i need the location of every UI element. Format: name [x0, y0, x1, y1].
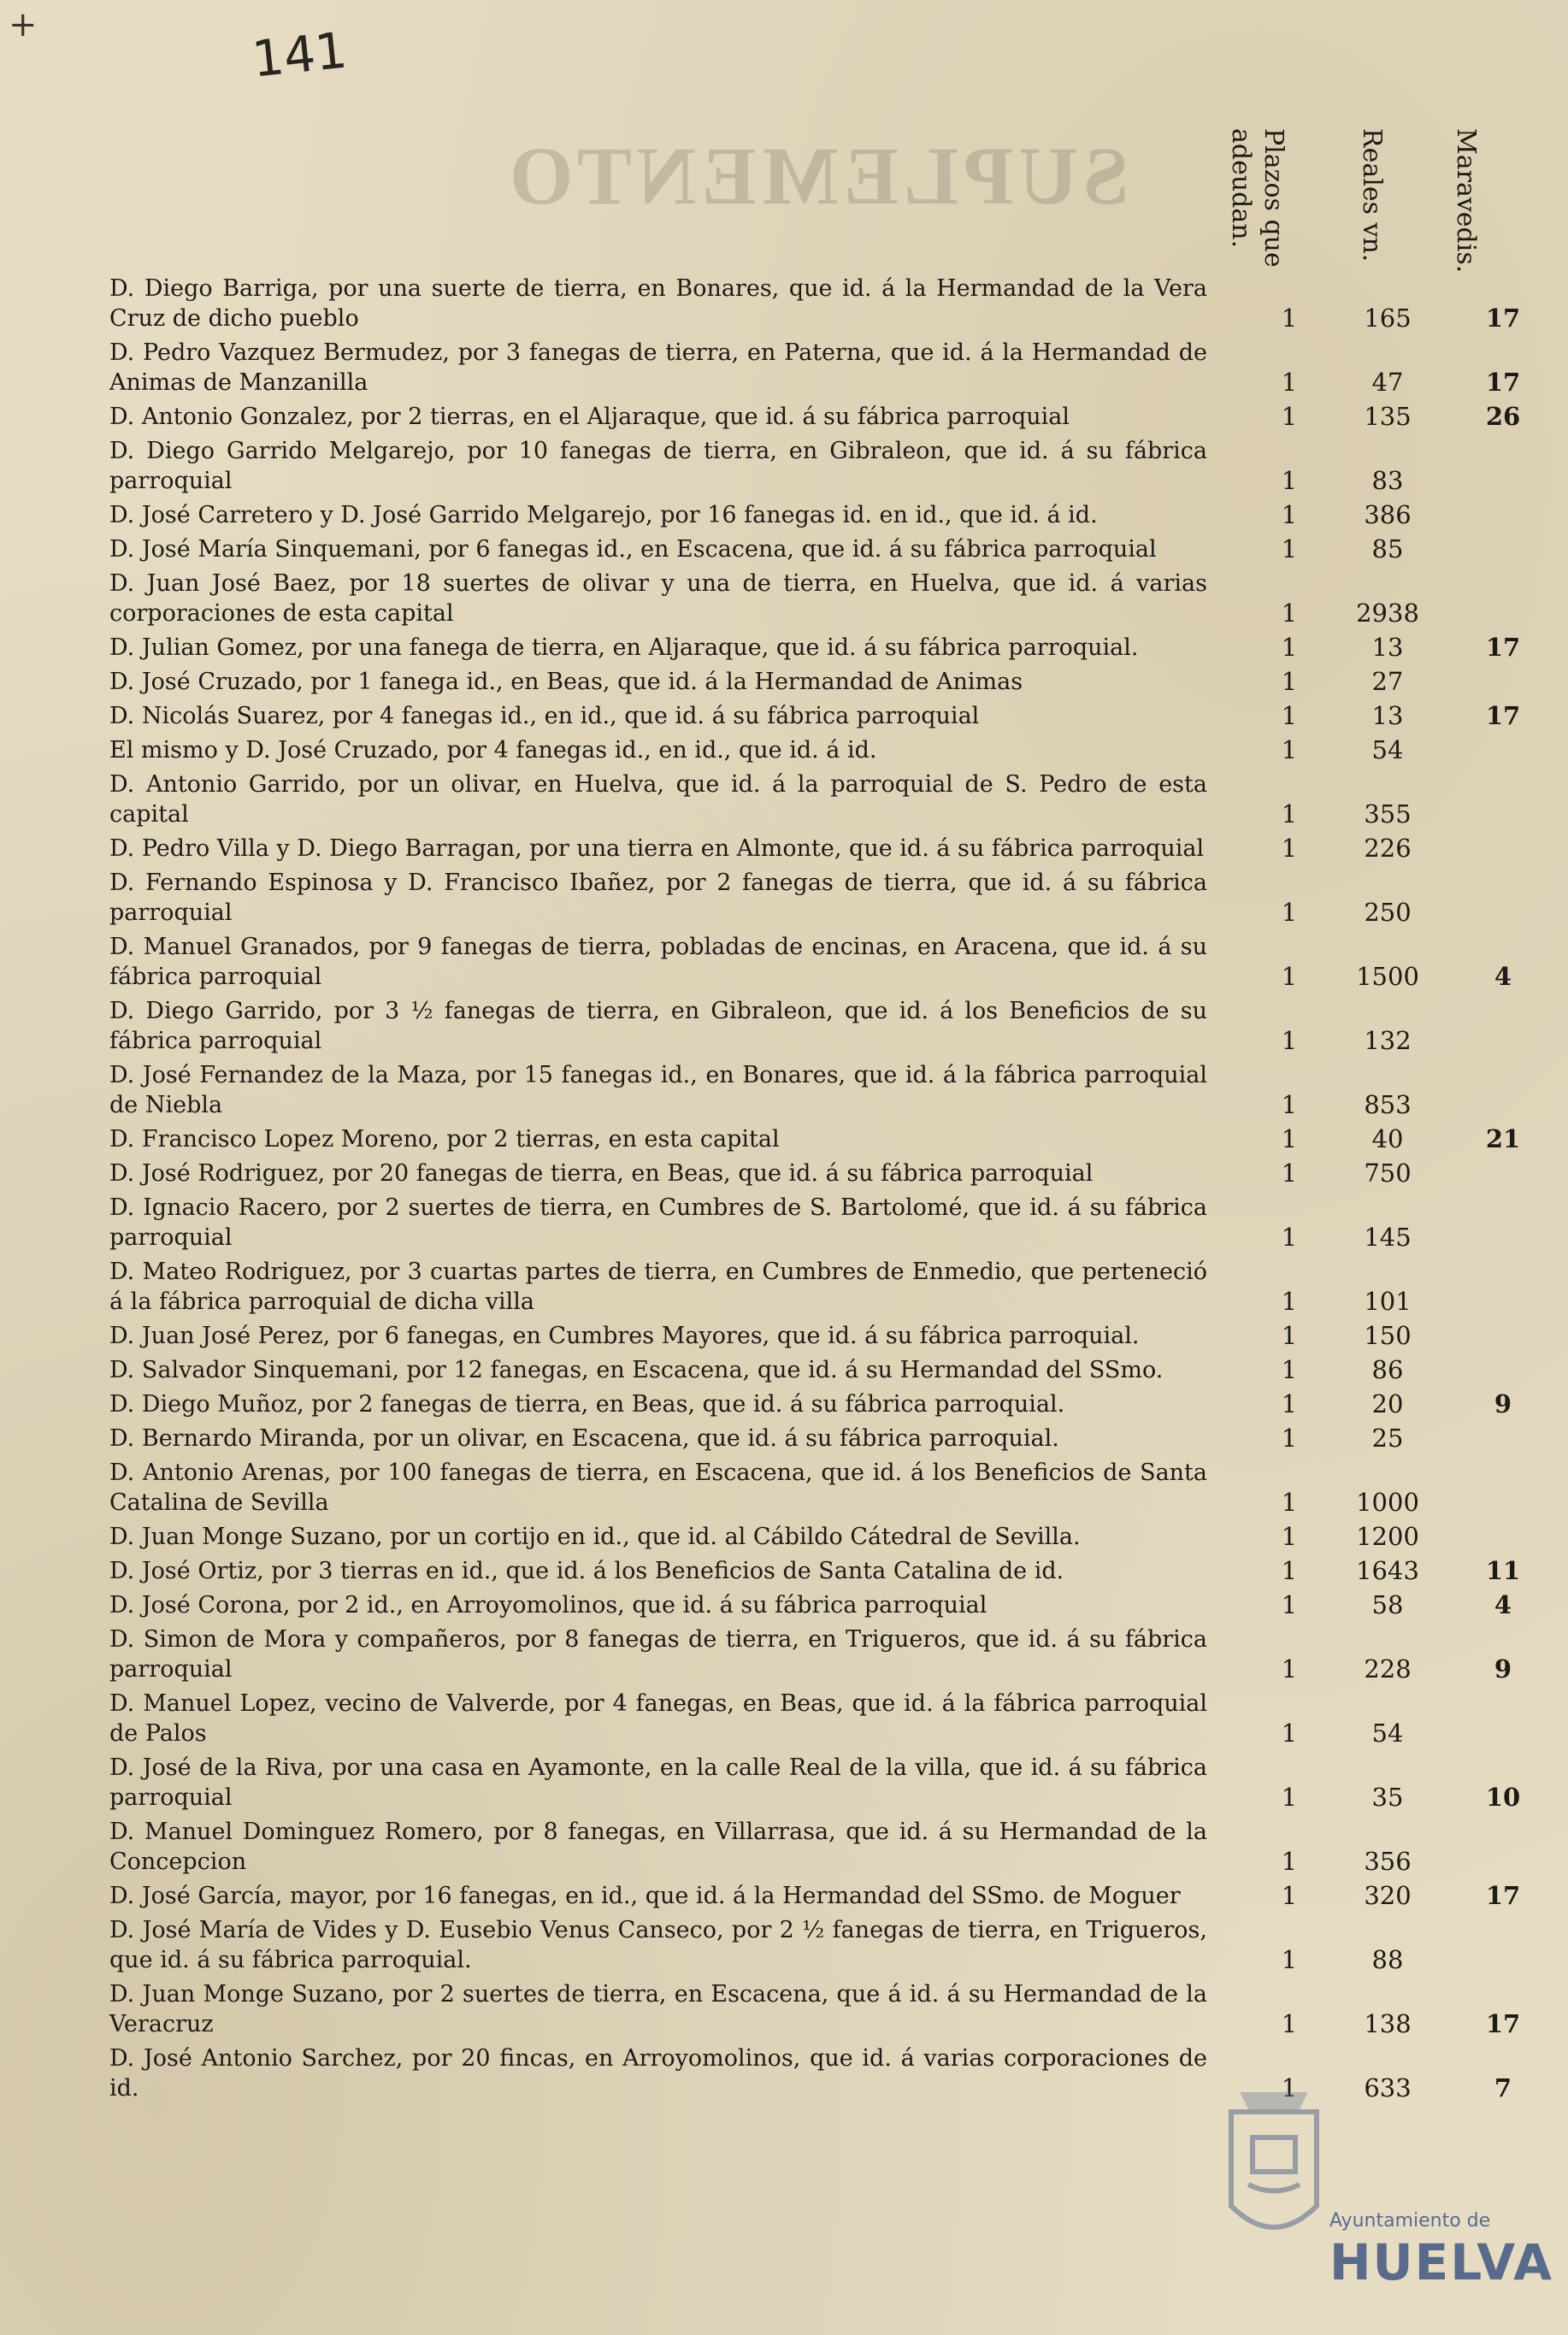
reales-value: 20 — [1371, 1389, 1404, 1418]
entry-description: D. Diego Garrido Melgarejo, por 10 fanegas de tierra, en Gibraleon, que id. á su fábrica parroquial — [109, 438, 1207, 494]
plazos-value: 1 — [1281, 1287, 1298, 1316]
plazos-value: 1 — [1281, 799, 1298, 828]
reales-value: 355 — [1364, 799, 1412, 828]
entry-description: D. Manuel Granados, por 9 fanegas de tierra, pobladas de encinas, en Aracena, que id. á su fábrica parroquial — [109, 934, 1207, 990]
plazos-value: 1 — [1281, 1945, 1298, 1974]
table-row — [109, 1590, 1563, 1620]
reales-value: 150 — [1364, 1321, 1412, 1350]
table-row — [109, 633, 1563, 663]
plazos-value: 1 — [1281, 1488, 1298, 1517]
maravedis-value: 17 — [1485, 1881, 1521, 1910]
entry-description: D. Antonio Garrido, por un olivar, en Huelva, que id. á la parroquial de S. Pedro de esta capital — [109, 771, 1207, 828]
table-row — [109, 1389, 1563, 1419]
table-row — [109, 1624, 1563, 1684]
table-row — [109, 1060, 1563, 1120]
table-row — [109, 735, 1563, 765]
reales-value: 2938 — [1356, 598, 1419, 628]
entry-description: D. Manuel Dominguez Romero, por 8 fanegas, en Villarrasa, que id. á su Hermandad de la Concepcion — [109, 1819, 1207, 1875]
plazos-value: 1 — [1281, 1881, 1298, 1910]
reales-value: 27 — [1371, 667, 1404, 696]
plazos-value: 1 — [1281, 667, 1298, 696]
entry-description: D. José Corona, por 2 id., en Arroyomolinos, que id. á su fábrica parroquial — [109, 1592, 987, 1619]
maravedis-value: 11 — [1485, 1556, 1521, 1585]
plazos-value: 1 — [1281, 735, 1298, 764]
entry-description: D. Juan José Perez, por 6 fanegas, en Cumbres Mayores, que id. á su fábrica parroquial. — [109, 1323, 1140, 1349]
reales-value: 88 — [1371, 1945, 1404, 1974]
plazos-value: 1 — [1281, 1026, 1298, 1055]
table-row — [109, 932, 1563, 992]
entry-description: D. José Fernandez de la Maza, por 15 fanegas id., en Bonares, que id. á la fábrica parroquial de Niebla — [109, 1062, 1207, 1118]
plazos-value: 1 — [1281, 2073, 1298, 2102]
reales-value: 40 — [1371, 1124, 1404, 1153]
table-row — [109, 1689, 1563, 1748]
table-row — [109, 1915, 1563, 1975]
plazos-value: 1 — [1281, 1522, 1298, 1551]
entry-description: D. Juan José Baez, por 18 suertes de olivar y una de tierra, en Huelva, que id. á varias corporaciones de esta capital — [109, 570, 1207, 627]
plazos-value: 1 — [1281, 1321, 1298, 1350]
plazos-value: 1 — [1281, 598, 1298, 628]
maravedis-value: 4 — [1494, 962, 1512, 991]
table-row — [109, 534, 1563, 564]
entry-description: D. José María Sinquemani, por 6 fanegas id., en Escacena, que id. á su fábrica parroquial — [109, 536, 1157, 563]
reales-value: 226 — [1364, 834, 1412, 863]
table-row — [109, 1124, 1563, 1154]
plazos-value: 1 — [1281, 466, 1298, 495]
table-row — [109, 1556, 1563, 1586]
reales-value: 86 — [1371, 1355, 1404, 1384]
reales-value: 83 — [1371, 466, 1404, 495]
table-row — [109, 1193, 1563, 1253]
plazos-value: 1 — [1281, 1783, 1298, 1812]
reales-value: 750 — [1364, 1159, 1412, 1188]
entry-description: D. Diego Garrido, por 3 ½ fanegas de tierra, en Gibraleon, que id. á los Beneficios de su fábrica parroquial — [109, 998, 1207, 1054]
logo-title: HUELVA — [1329, 2233, 1554, 2291]
maravedis-value: 17 — [1485, 2009, 1521, 2038]
maravedis-value: 10 — [1485, 1783, 1521, 1812]
reales-value: 1500 — [1356, 962, 1419, 991]
reales-value: 138 — [1364, 2009, 1412, 2038]
header-maravedis: Maravedis. — [1451, 128, 1481, 274]
entry-description: D. Diego Muñoz, por 2 fanegas de tierra, en Beas, que id. á su fábrica parroquial. — [109, 1391, 1065, 1418]
entry-description: D. Diego Barriga, por una suerte de tierra, en Bonares, que id. á la Hermandad de la Vera Cruz de dicho pueblo — [109, 275, 1207, 332]
entry-description: D. Julian Gomez, por una fanega de tierra, en Aljaraque, que id. á su fábrica parroquial. — [109, 634, 1139, 661]
plazos-value: 1 — [1281, 962, 1298, 991]
entries-list — [109, 274, 1563, 2108]
entry-description: D. José García, mayor, por 16 fanegas, en id., que id. á la Hermandad del SSmo. de Moguer — [109, 1883, 1181, 1909]
plazos-value: 1 — [1281, 2009, 1298, 2038]
entry-description: D. Francisco Lopez Moreno, por 2 tierras, en esta capital — [109, 1126, 780, 1153]
entry-description: D. José de la Riva, por una casa en Ayamonte, en la calle Real de la villa, que id. á su fábrica parroquial — [109, 1754, 1207, 1811]
reales-value: 145 — [1364, 1223, 1412, 1252]
table-row — [109, 1424, 1563, 1453]
corner-mark: + — [9, 5, 38, 44]
logo-caption: Ayuntamiento de — [1329, 2210, 1491, 2232]
table-row — [109, 436, 1563, 496]
entry-description: D. José Ortiz, por 3 tierras en id., que id. á los Beneficios de Santa Catalina de id. — [109, 1558, 1064, 1584]
reales-value: 135 — [1364, 402, 1412, 431]
entry-description: D. Mateo Rodriguez, por 3 cuartas partes de tierra, en Cumbres de Enmedio, que perteneció á la fábrica parroquial de dicha villa — [109, 1259, 1207, 1315]
plazos-value: 1 — [1281, 304, 1298, 333]
plazos-value: 1 — [1281, 1159, 1298, 1188]
entry-description: D. José Cruzado, por 1 fanega id., en Beas, que id. á la Hermandad de Animas — [109, 669, 1023, 695]
plazos-value: 1 — [1281, 898, 1298, 927]
maravedis-value: 17 — [1485, 304, 1521, 333]
table-row — [109, 569, 1563, 628]
table-row — [109, 769, 1563, 829]
reales-value: 1200 — [1356, 1522, 1419, 1551]
plazos-value: 1 — [1281, 368, 1298, 397]
reales-value: 320 — [1364, 1881, 1412, 1910]
reales-value: 25 — [1371, 1424, 1404, 1453]
reales-value: 386 — [1364, 500, 1412, 529]
table-row — [109, 1979, 1563, 2039]
reales-value: 58 — [1371, 1590, 1404, 1619]
entry-description: D. José Rodriguez, por 20 fanegas de tierra, en Beas, que id. á su fábrica parroquial — [109, 1160, 1093, 1187]
reales-value: 1000 — [1356, 1488, 1419, 1517]
plazos-value: 1 — [1281, 534, 1298, 563]
plazos-value: 1 — [1281, 1590, 1298, 1619]
maravedis-value: 17 — [1485, 368, 1521, 397]
plazos-value: 1 — [1281, 1223, 1298, 1252]
plazos-value: 1 — [1281, 834, 1298, 863]
table-row — [109, 1355, 1563, 1385]
reales-value: 47 — [1371, 368, 1404, 397]
maravedis-value: 9 — [1494, 1654, 1512, 1683]
plazos-value: 1 — [1281, 500, 1298, 529]
entry-description: D. Ignacio Racero, por 2 suertes de tierra, en Cumbres de S. Bartolomé, que id. á su fábrica parroquial — [109, 1194, 1207, 1251]
entry-description: D. Pedro Villa y D. Diego Barragan, por una tierra en Almonte, que id. á su fábrica parroquial — [109, 835, 1205, 862]
table-row — [109, 338, 1563, 398]
entry-description: D. Manuel Lopez, vecino de Valverde, por 4 fanegas, en Beas, que id. á la fábrica parroquial de Palos — [109, 1690, 1207, 1747]
entry-description: D. Salvador Sinquemani, por 12 fanegas, en Escacena, que id. á su Hermandad del SSmo. — [109, 1357, 1164, 1383]
bleed-through-heading: SUPLEMENTO — [504, 130, 1129, 221]
entry-description: D. Pedro Vazquez Bermudez, por 3 fanegas de tierra, en Paterna, que id. á la Hermandad de Animas de Manzanilla — [109, 339, 1207, 396]
entry-description: D. José Antonio Sarchez, por 20 fincas, en Arroyomolinos, que id. á varias corporaciones de id. — [109, 2045, 1207, 2102]
plazos-value: 1 — [1281, 1424, 1298, 1453]
maravedis-value: 17 — [1485, 633, 1521, 662]
entry-description: D. Juan Monge Suzano, por 2 suertes de tierra, en Escacena, que á id. á su Hermandad de la Veracruz — [109, 1981, 1207, 2037]
plazos-value: 1 — [1281, 1389, 1298, 1418]
reales-value: 13 — [1371, 633, 1404, 662]
header-reales: Reales vn. — [1357, 128, 1387, 262]
table-row — [109, 701, 1563, 731]
entry-description: D. José Carretero y D. José Garrido Melgarejo, por 16 fanegas id. en id., que id. á id. — [109, 502, 1098, 528]
plazos-value: 1 — [1281, 633, 1298, 662]
table-row — [109, 1817, 1563, 1877]
plazos-value: 1 — [1281, 1090, 1298, 1119]
entry-description: D. Fernando Espinosa y D. Francisco Ibañez, por 2 fanegas de tierra, que id. á su fábrica parroquial — [109, 870, 1207, 926]
plazos-value: 1 — [1281, 1654, 1298, 1683]
entry-description: D. Antonio Arenas, por 100 fanegas de tierra, en Escacena, que id. á los Beneficios de Santa Catalina de Sevilla — [109, 1459, 1207, 1516]
table-row — [109, 996, 1563, 1056]
entry-description: D. Simon de Mora y compañeros, por 8 fanegas de tierra, en Trigueros, que id. á su fábrica parroquial — [109, 1626, 1207, 1683]
reales-value: 228 — [1364, 1654, 1412, 1683]
table-row — [109, 402, 1563, 432]
folio-number: 141 — [249, 21, 350, 89]
table-row — [109, 1257, 1563, 1317]
plazos-value: 1 — [1281, 701, 1298, 730]
entry-description: D. Nicolás Suarez, por 4 fanegas id., en id., que id. á su fábrica parroquial — [109, 703, 980, 729]
reales-value: 54 — [1371, 735, 1404, 764]
maravedis-value: 9 — [1494, 1389, 1512, 1418]
plazos-value: 1 — [1281, 1355, 1298, 1384]
entry-description: D. José María de Vides y D. Eusebio Venus Canseco, por 2 ½ fanegas de tierra, en Trigueros, que id. á su fábrica parroquial. — [109, 1917, 1207, 1973]
plazos-value: 1 — [1281, 402, 1298, 431]
plazos-value: 1 — [1281, 1847, 1298, 1876]
table-row — [109, 834, 1563, 864]
reales-value: 85 — [1371, 534, 1404, 563]
table-row — [109, 500, 1563, 530]
plazos-value: 1 — [1281, 1124, 1298, 1153]
entry-description: D. Bernardo Miranda, por un olivar, en Escacena, que id. á su fábrica parroquial. — [109, 1425, 1059, 1452]
reales-value: 1643 — [1356, 1556, 1419, 1585]
reales-value: 853 — [1364, 1090, 1412, 1119]
plazos-value: 1 — [1281, 1719, 1298, 1748]
maravedis-value: 21 — [1485, 1124, 1521, 1153]
maravedis-value: 7 — [1494, 2073, 1512, 2102]
table-row — [109, 1321, 1563, 1351]
reales-value: 101 — [1364, 1287, 1412, 1316]
reales-value: 165 — [1364, 304, 1412, 333]
reales-value: 633 — [1364, 2073, 1412, 2102]
entry-description: El mismo y D. José Cruzado, por 4 fanegas id., en id., que id. á id. — [109, 737, 877, 764]
table-row — [109, 274, 1563, 333]
reales-value: 132 — [1364, 1026, 1412, 1055]
entry-description: D. Juan Monge Suzano, por un cortijo en id., que id. al Cábildo Cátedral de Sevilla. — [109, 1524, 1081, 1550]
table-row — [109, 1458, 1563, 1518]
header-plazos: Plazos que adeudan. — [1226, 128, 1288, 268]
table-row — [109, 1881, 1563, 1911]
maravedis-value: 26 — [1485, 402, 1521, 431]
reales-value: 54 — [1371, 1719, 1404, 1748]
reales-value: 13 — [1371, 701, 1404, 730]
reales-value: 35 — [1371, 1783, 1404, 1812]
maravedis-value: 4 — [1494, 1590, 1512, 1619]
table-row — [109, 1159, 1563, 1188]
table-row — [109, 1753, 1563, 1813]
entry-description: D. Antonio Gonzalez, por 2 tierras, en el Aljaraque, que id. á su fábrica parroquial — [109, 404, 1070, 430]
maravedis-value: 17 — [1485, 701, 1521, 730]
table-row — [109, 667, 1563, 697]
table-row — [109, 1522, 1563, 1552]
reales-value: 250 — [1364, 898, 1412, 927]
plazos-value: 1 — [1281, 1556, 1298, 1585]
table-row — [109, 868, 1563, 928]
reales-value: 356 — [1364, 1847, 1412, 1876]
